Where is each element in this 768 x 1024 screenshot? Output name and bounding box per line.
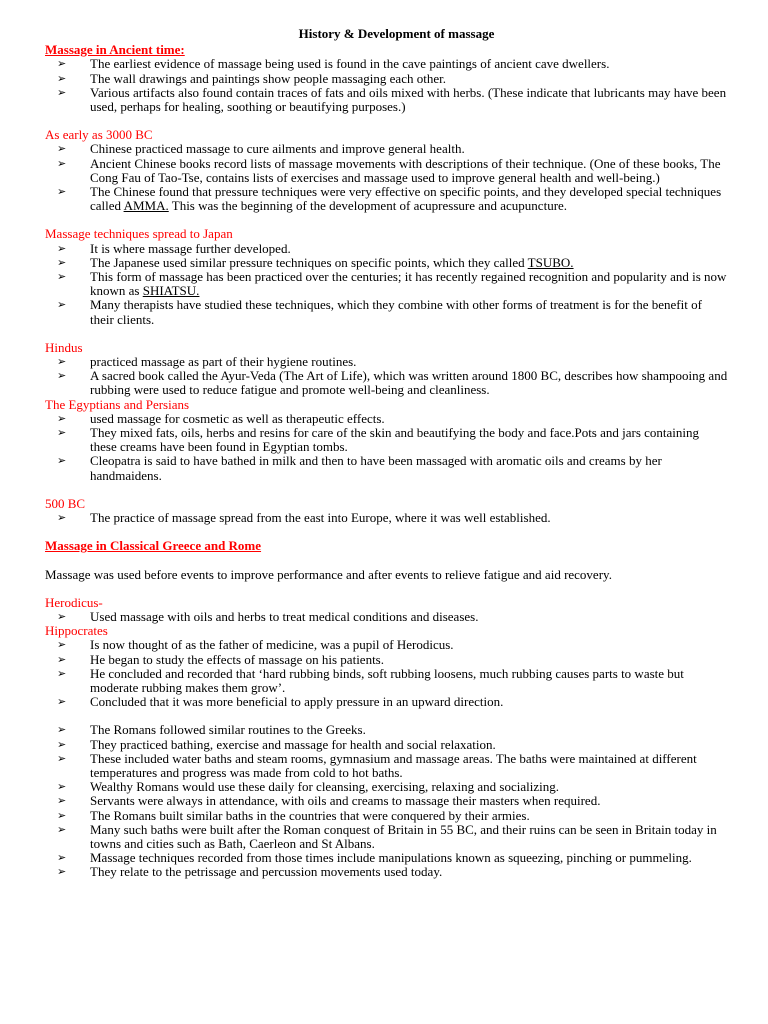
bullet-text: Servants were always in attendance, with oils and creams to massage their masters when required. — [90, 793, 601, 809]
arrowhead-bullet-icon: ➢ — [57, 751, 67, 765]
bullet-text: Many such baths were built after the Roman conquest of Britain in 55 BC, and their ruins can be seen in Britain today in towns and cities such as Bath, Caerleon and St Albans. — [90, 821, 717, 851]
arrowhead-bullet-icon: ➢ — [57, 723, 67, 737]
underlined-term: SHIATSU. — [142, 283, 200, 299]
bullet-list — [45, 355, 728, 398]
bullet-list — [45, 511, 728, 525]
arrowhead-bullet-icon: ➢ — [57, 241, 67, 255]
bullet-item — [45, 355, 728, 369]
bullet-text: The earliest evidence of massage being used is found in the cave paintings of ancient cave dwellers. — [90, 56, 610, 72]
bullet-item — [45, 256, 728, 270]
bullet-item — [45, 794, 728, 808]
arrowhead-bullet-icon: ➢ — [57, 57, 67, 71]
arrowhead-bullet-icon: ➢ — [57, 298, 67, 312]
arrowhead-bullet-icon: ➢ — [57, 426, 67, 440]
bullet-item — [45, 865, 728, 879]
section-heading: Herodicus- — [45, 594, 103, 610]
arrowhead-bullet-icon: ➢ — [57, 255, 67, 269]
bullet-item — [45, 86, 728, 114]
bullet-item — [45, 185, 728, 213]
bullet-text: They relate to the petrissage and percussion movements used today. — [90, 864, 443, 880]
bullet-item — [45, 610, 728, 624]
document-section — [45, 398, 728, 483]
bullet-list — [45, 723, 728, 879]
bullet-text: Concluded that it was more beneficial to apply pressure in an upward direction. — [90, 694, 504, 710]
bullet-text: used massage for cosmetic as well as therapeutic effects. — [90, 410, 385, 426]
bullet-list — [45, 638, 728, 709]
bullet-text: The Chinese found that pressure techniques were very effective on specific points, and they developed special techniques called — [90, 184, 722, 214]
bullet-text: The Romans built similar baths in the countries that were conquered by their armies. — [90, 807, 530, 823]
bullet-text: Massage techniques recorded from those times include manipulations known as squeezing, pinching or pummeling. — [90, 850, 692, 866]
bullet-text: Used massage with oils and herbs to treat medical conditions and diseases. — [90, 608, 479, 624]
bullet-text: practiced massage as part of their hygiene routines. — [90, 354, 357, 370]
bullet-text: The Japanese used similar pressure techniques on specific points, which they called — [90, 254, 528, 270]
bullet-item — [45, 780, 728, 794]
section-heading: The Egyptians and Persians — [45, 396, 190, 412]
arrowhead-bullet-icon: ➢ — [57, 156, 67, 170]
section-heading: As early as 3000 BC — [45, 127, 153, 143]
arrowhead-bullet-icon: ➢ — [57, 511, 67, 525]
bullet-item — [45, 638, 728, 652]
underlined-term: AMMA. — [123, 198, 169, 214]
bullet-item — [45, 412, 728, 426]
arrowhead-bullet-icon: ➢ — [57, 808, 67, 822]
arrowhead-bullet-icon: ➢ — [57, 865, 67, 879]
bullet-item — [45, 695, 728, 709]
bullet-list — [45, 242, 728, 327]
underlined-term: TSUBO. — [527, 254, 574, 270]
document-section — [45, 624, 728, 709]
bullet-item — [45, 157, 728, 185]
bullet-text: These included water baths and steam rooms, gymnasium and massage areas. The baths were maintained at different temperatures and progress was made from cold to hot baths. — [90, 750, 697, 780]
arrowhead-bullet-icon: ➢ — [57, 737, 67, 751]
arrowhead-bullet-icon: ➢ — [57, 454, 67, 468]
bullet-list — [45, 610, 728, 624]
arrowhead-bullet-icon: ➢ — [57, 794, 67, 808]
bullet-item — [45, 653, 728, 667]
section-heading: Massage in Ancient time: — [45, 42, 185, 58]
bullet-list — [45, 412, 728, 483]
arrowhead-bullet-icon: ➢ — [57, 185, 67, 199]
section-heading: Hippocrates — [45, 623, 108, 639]
document-section — [45, 43, 728, 114]
bullet-item — [45, 426, 728, 454]
document-section — [45, 341, 728, 398]
document-section — [45, 497, 728, 525]
document-section — [45, 128, 728, 213]
bullet-item — [45, 851, 728, 865]
arrowhead-bullet-icon: ➢ — [57, 355, 67, 369]
arrowhead-bullet-icon: ➢ — [57, 822, 67, 836]
bullet-text: Cleopatra is said to have bathed in milk and then to have been massaged with aromatic oils and creams by her handmaidens. — [90, 453, 662, 483]
bullet-item — [45, 242, 728, 256]
arrowhead-bullet-icon: ➢ — [57, 270, 67, 284]
bullet-text: Various artifacts also found contain traces of fats and oils mixed with herbs. (These indicate that lubricants may have been used, perhaps for healing, soothing or beautifying purposes.) — [90, 84, 727, 115]
arrowhead-bullet-icon: ➢ — [57, 369, 67, 383]
bullet-text: This was the beginning of the development of acupressure and acupuncture. — [168, 198, 568, 214]
bullet-list — [45, 142, 728, 213]
bullet-text: Ancient Chinese books record lists of massage movements with descriptions of their technique. (One of these books, The Cong Fau of Tao-Tse, contains lists of exercises and massage used to improve general health and well-being.) — [90, 155, 721, 185]
document-section — [45, 596, 728, 624]
bullet-text: They mixed fats, oils, herbs and resins for care of the skin and beautifying the body and face.Pots and jars containing these creams have been found in Egyptian tombs. — [90, 425, 700, 455]
bullet-item — [45, 298, 728, 326]
bullet-item — [45, 823, 728, 851]
arrowhead-bullet-icon: ➢ — [57, 411, 67, 425]
bullet-item — [45, 270, 728, 298]
arrowhead-bullet-icon: ➢ — [57, 638, 67, 652]
arrowhead-bullet-icon: ➢ — [57, 780, 67, 794]
bullet-text: Many therapists have studied these techniques, which they combine with other forms of treatment is for the benefit of their clients. — [90, 297, 702, 327]
arrowhead-bullet-icon: ➢ — [57, 695, 67, 709]
bullet-text: They practiced bathing, exercise and massage for health and social relaxation. — [90, 736, 496, 752]
document-section — [45, 227, 728, 326]
section-paragraph: Massage was used before events to improve performance and after events to relieve fatigue and aid recovery. — [45, 566, 612, 582]
bullet-item — [45, 511, 728, 525]
bullet-item — [45, 369, 728, 397]
arrowhead-bullet-icon: ➢ — [57, 851, 67, 865]
bullet-item — [45, 738, 728, 752]
section-heading: Massage in Classical Greece and Rome — [45, 538, 262, 554]
arrowhead-bullet-icon: ➢ — [57, 652, 67, 666]
bullet-text: This form of massage has been practiced over the centuries; it has recently regained recognition and popularity and is now known as — [90, 269, 727, 299]
arrowhead-bullet-icon: ➢ — [57, 85, 67, 99]
arrowhead-bullet-icon: ➢ — [57, 609, 67, 623]
arrowhead-bullet-icon: ➢ — [57, 71, 67, 85]
bullet-text: Wealthy Romans would use these daily for cleansing, exercising, relaxing and socializing. — [90, 779, 559, 795]
bullet-item — [45, 809, 728, 823]
bullet-text: Is now thought of as the father of medicine, was a pupil of Herodicus. — [90, 637, 454, 653]
bullet-text: He concluded and recorded that ‘hard rubbing binds, soft rubbing loosens, much rubbing causes parts to waste but moderate rubbing makes them grow’. — [90, 665, 684, 695]
section-heading: Massage techniques spread to Japan — [45, 226, 233, 242]
arrowhead-bullet-icon: ➢ — [57, 142, 67, 156]
bullet-item — [45, 752, 728, 780]
document-section — [45, 723, 728, 879]
bullet-text: Chinese practiced massage to cure ailments and improve general health. — [90, 141, 465, 157]
bullet-text: A sacred book called the Ayur-Veda (The Art of Life), which was written around 1800 BC, describes how shampooing and rubbing were used to reduce fatigue and promote well-being and cleanliness. — [90, 368, 728, 398]
bullet-text: He began to study the effects of massage on his patients. — [90, 651, 384, 667]
bullet-item — [45, 72, 728, 86]
bullet-item — [45, 454, 728, 482]
bullet-text: The practice of massage spread from the east into Europe, where it was well established. — [90, 510, 551, 526]
bullet-list — [45, 57, 728, 114]
document-title: History & Development of massage — [298, 26, 495, 41]
bullet-item — [45, 667, 728, 695]
bullet-text: It is where massage further developed. — [90, 240, 291, 256]
section-heading: Hindus — [45, 339, 83, 355]
bullet-item — [45, 142, 728, 156]
bullet-item — [45, 723, 728, 737]
section-heading: 500 BC — [45, 495, 86, 511]
bullet-text: The Romans followed similar routines to the Greeks. — [90, 722, 366, 738]
bullet-item — [45, 57, 728, 71]
document-body — [45, 43, 728, 879]
bullet-text: The wall drawings and paintings show people massaging each other. — [90, 70, 446, 86]
arrowhead-bullet-icon: ➢ — [57, 666, 67, 680]
document-section — [45, 539, 728, 581]
